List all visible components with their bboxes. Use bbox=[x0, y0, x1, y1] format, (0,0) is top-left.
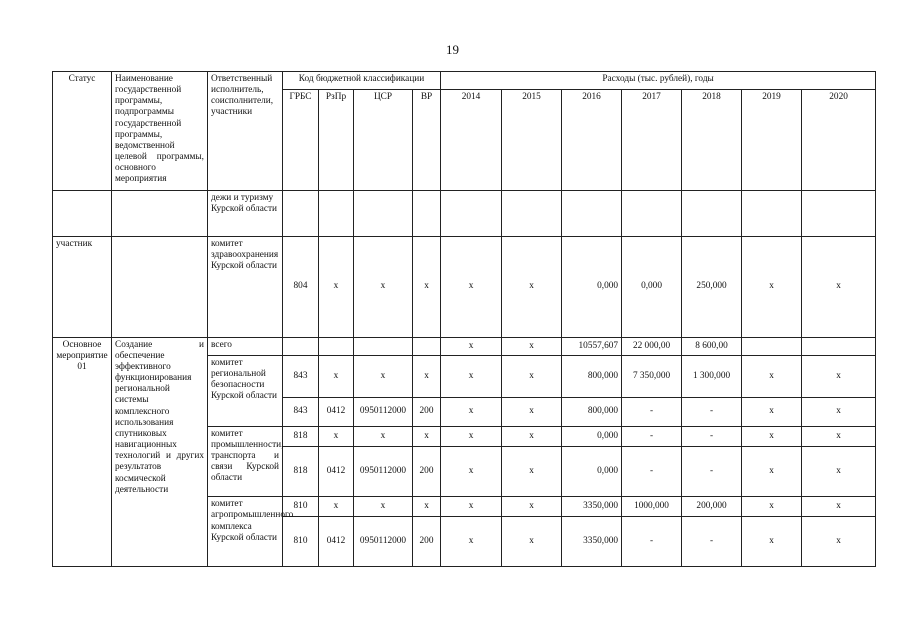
cell-2014: х bbox=[441, 337, 502, 355]
cell-responsible: комитет здравоохранения Курской области bbox=[208, 236, 283, 337]
cell-2014: х bbox=[441, 236, 502, 337]
cell-2019: х bbox=[742, 355, 802, 397]
cell-2015: х bbox=[502, 355, 562, 397]
cell-2017: 7 350,000 bbox=[622, 355, 682, 397]
cell-2019: х bbox=[742, 426, 802, 446]
cell-2014: х bbox=[441, 517, 502, 567]
cell-rzpr: 0412 bbox=[319, 398, 354, 426]
cell-name-event: Создание и обеспечение эффективного функционирования региональной системы комплексного использования спутниковых навигационных технологий и других результатов космической деятельности bbox=[112, 337, 208, 566]
cell-2018: - bbox=[682, 426, 742, 446]
cell bbox=[413, 191, 441, 236]
cell-vr: 200 bbox=[413, 398, 441, 426]
cell-2014: х bbox=[441, 426, 502, 446]
header-row-1 bbox=[53, 72, 876, 90]
cell-csr: 0950112000 bbox=[354, 517, 413, 567]
cell-2016: 3350,000 bbox=[562, 517, 622, 567]
cell-name bbox=[112, 236, 208, 337]
cell-rzpr: х bbox=[319, 355, 354, 397]
header-rzpr: РзПр bbox=[319, 90, 354, 191]
cell-grbs: 843 bbox=[283, 398, 319, 426]
cell-2017: 1000,000 bbox=[622, 497, 682, 517]
cell-2020: х bbox=[802, 236, 876, 337]
header-csr: ЦСР bbox=[354, 90, 413, 191]
cell-2015: х bbox=[502, 398, 562, 426]
table-row bbox=[53, 337, 876, 355]
cell-2017: - bbox=[622, 398, 682, 426]
cell-2020: х bbox=[802, 398, 876, 426]
header-grbs: ГРБС bbox=[283, 90, 319, 191]
cell-2019: х bbox=[742, 398, 802, 426]
cell-csr: х bbox=[354, 355, 413, 397]
cell-2018: 250,000 bbox=[682, 236, 742, 337]
cell-csr: х bbox=[354, 497, 413, 517]
header-vr: ВР bbox=[413, 90, 441, 191]
cell-rzpr: х bbox=[319, 497, 354, 517]
cell-csr: 0950112000 bbox=[354, 446, 413, 497]
cell bbox=[802, 191, 876, 236]
cell-2020: х bbox=[802, 517, 876, 567]
cell-2015: х bbox=[502, 497, 562, 517]
cell-vr: х bbox=[413, 426, 441, 446]
cell-rzpr: х bbox=[319, 426, 354, 446]
cell-2016: 0,000 bbox=[562, 426, 622, 446]
cell-2019: х bbox=[742, 446, 802, 497]
cell-rzpr: 0412 bbox=[319, 446, 354, 497]
cell-responsible: дежи и туризму Курской области bbox=[208, 191, 283, 236]
header-expenses: Расходы (тыс. рублей), годы bbox=[441, 72, 876, 90]
cell-2020: х bbox=[802, 355, 876, 397]
cell-2017: - bbox=[622, 426, 682, 446]
cell-2019: х bbox=[742, 497, 802, 517]
cell-grbs: 818 bbox=[283, 446, 319, 497]
header-budget-code: Код бюджетной классификации bbox=[283, 72, 441, 90]
cell-2020: х bbox=[802, 497, 876, 517]
table-row bbox=[53, 191, 876, 236]
cell bbox=[562, 191, 622, 236]
cell bbox=[283, 337, 319, 355]
cell-vr: х bbox=[413, 355, 441, 397]
cell-2016: 0,000 bbox=[562, 236, 622, 337]
cell-2016: 800,000 bbox=[562, 355, 622, 397]
cell-2019: х bbox=[742, 517, 802, 567]
cell-csr: х bbox=[354, 236, 413, 337]
cell bbox=[413, 337, 441, 355]
cell bbox=[283, 191, 319, 236]
cell-grbs: 804 bbox=[283, 236, 319, 337]
cell-2015: х bbox=[502, 517, 562, 567]
cell-2016: 3350,000 bbox=[562, 497, 622, 517]
cell-2018: 200,000 bbox=[682, 497, 742, 517]
cell bbox=[354, 191, 413, 236]
header-year: 2020 bbox=[802, 90, 876, 191]
cell-2015: х bbox=[502, 236, 562, 337]
cell-2018: 1 300,000 bbox=[682, 355, 742, 397]
cell bbox=[319, 337, 354, 355]
header-year: 2016 bbox=[562, 90, 622, 191]
cell bbox=[742, 337, 802, 355]
header-year: 2019 bbox=[742, 90, 802, 191]
header-year: 2018 bbox=[682, 90, 742, 191]
cell-rzpr: х bbox=[319, 236, 354, 337]
page-number: 19 bbox=[446, 42, 459, 57]
cell-2018: 8 600,00 bbox=[682, 337, 742, 355]
cell-status-event: Основное мероприятие 01 bbox=[53, 337, 112, 566]
cell-grbs: 843 bbox=[283, 355, 319, 397]
cell bbox=[622, 191, 682, 236]
header-name: Наименование государственной программы, подпрограммы государственной программы, ведомственной целевой программы, основного мероприятия bbox=[112, 72, 208, 191]
header-responsible: Ответственный исполнитель, соисполнители, участники bbox=[208, 72, 283, 191]
cell-2018: - bbox=[682, 446, 742, 497]
cell-csr: 0950112000 bbox=[354, 398, 413, 426]
cell bbox=[441, 191, 502, 236]
cell-name bbox=[112, 191, 208, 236]
cell-status bbox=[53, 191, 112, 236]
cell-2014: х bbox=[441, 497, 502, 517]
cell-vr: х bbox=[413, 236, 441, 337]
cell bbox=[742, 191, 802, 236]
header-year: 2015 bbox=[502, 90, 562, 191]
cell-csr: х bbox=[354, 426, 413, 446]
cell bbox=[502, 191, 562, 236]
header-year: 2017 bbox=[622, 90, 682, 191]
budget-table bbox=[52, 71, 876, 567]
cell-2018: - bbox=[682, 398, 742, 426]
cell bbox=[802, 337, 876, 355]
cell bbox=[354, 337, 413, 355]
cell bbox=[682, 191, 742, 236]
cell-2020: х bbox=[802, 426, 876, 446]
cell-responsible: комитет региональной безопасности Курской области bbox=[208, 355, 283, 426]
cell-status: участник bbox=[53, 236, 112, 337]
cell-grbs: 818 bbox=[283, 426, 319, 446]
cell-2016: 800,000 bbox=[562, 398, 622, 426]
cell-2017: 22 000,00 bbox=[622, 337, 682, 355]
cell-vr: 200 bbox=[413, 446, 441, 497]
cell-2017: 0,000 bbox=[622, 236, 682, 337]
cell-2014: х bbox=[441, 446, 502, 497]
cell-2015: х bbox=[502, 337, 562, 355]
cell-responsible: комитет агропромышленного комплекса Курской области bbox=[208, 497, 283, 567]
cell-2016: 10557,607 bbox=[562, 337, 622, 355]
cell-2015: х bbox=[502, 446, 562, 497]
cell-grbs: 810 bbox=[283, 517, 319, 567]
header-year: 2014 bbox=[441, 90, 502, 191]
cell-vr: 200 bbox=[413, 517, 441, 567]
cell bbox=[319, 191, 354, 236]
cell-responsible: комитет промышленности, транспорта и связи Курской области bbox=[208, 426, 283, 497]
cell-2018: - bbox=[682, 517, 742, 567]
cell-2020: х bbox=[802, 446, 876, 497]
cell-rzpr: 0412 bbox=[319, 517, 354, 567]
cell-2016: 0,000 bbox=[562, 446, 622, 497]
cell-2014: х bbox=[441, 398, 502, 426]
cell-responsible: всего bbox=[208, 337, 283, 355]
cell-2015: х bbox=[502, 426, 562, 446]
cell-vr: х bbox=[413, 497, 441, 517]
cell-2017: - bbox=[622, 446, 682, 497]
table-row bbox=[53, 236, 876, 337]
cell-grbs: 810 bbox=[283, 497, 319, 517]
cell-2019: х bbox=[742, 236, 802, 337]
cell-2017: - bbox=[622, 517, 682, 567]
cell-2014: х bbox=[441, 355, 502, 397]
header-status: Статус bbox=[53, 72, 112, 191]
